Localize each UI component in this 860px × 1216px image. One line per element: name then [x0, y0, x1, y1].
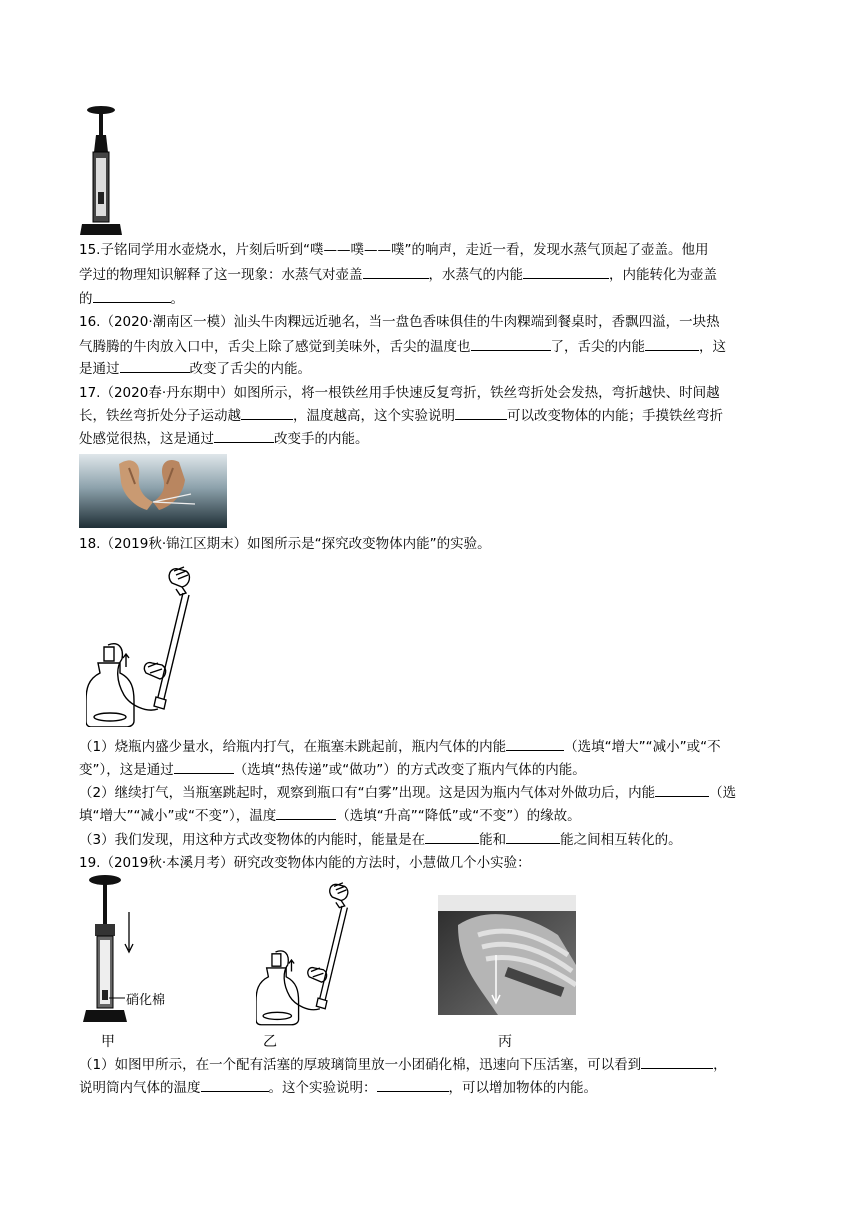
q18-part2-line-2: 填“增大”“减小”或“不变”），温度 （选填“升高”“降低”或“不变”）的缘故。	[79, 805, 581, 827]
q19-line-1: 19.（2019秋·本溪月考）研究改变物体内能的方法时，小慧做几个小实验：	[79, 855, 531, 871]
q18-part3-line-1: （3）我们发现，用这种方式改变物体的内能时，能量是在 能和 能之间相互转化的。	[79, 829, 682, 851]
q19-part1-line-2: 说明筒内气体的温度 。这个实验说明： ，可以增加物体的内能。	[79, 1077, 597, 1099]
q19-part1-line-1: （1）如图甲所示，在一个配有活塞的厚玻璃筒里放一小团硝化棉，迅速向下压活塞，可以看到 ，	[79, 1054, 727, 1076]
q18-part1-line-1: （1）烧瓶内盛少量水，给瓶内打气，在瓶塞未跳起前，瓶内气体的内能 （选填“增大”“减小”或“不	[79, 736, 721, 758]
pump-flask-figure	[86, 563, 210, 727]
q18-line-1: 18.（2019秋·锦江区期末）如图所示是“探究改变物体内能”的实验。	[79, 536, 491, 552]
q18-part1-line-2: 变”），这是通过 （选填“热传递”或“做功”）的方式改变了瓶内气体的内能。	[79, 759, 586, 781]
figure-bing-photo	[438, 895, 576, 1015]
label-cotton: 硝化棉	[126, 993, 166, 1008]
q16-line-3: 是通过 改变了舌尖的内能。	[79, 358, 311, 380]
fire-syringe-figure	[78, 104, 124, 238]
caption-bing: 丙	[498, 1034, 512, 1050]
q15-line-1: 15.子铭同学用水壶烧水，片刻后听到“噗——噗——噗”的响声，走近一看，发现水蒸气顶起了壶盖。他用	[79, 242, 709, 258]
q17-line-3: 处感觉很热，这是通过 改变手的内能。	[79, 428, 369, 450]
wire-bending-photo	[79, 454, 227, 528]
q17-line-1: 17.（2020春·丹东期中）如图所示，将一根铁丝用手快速反复弯折，铁丝弯折处会发热，弯折越快、时间越	[79, 385, 720, 401]
q17-line-2: 长，铁丝弯折处分子运动越 ，温度越高，这个实验说明 可以改变物体的内能；手摸铁丝弯折	[79, 405, 723, 427]
q18-part2-line-1: （2）继续打气，当瓶塞跳起时，观察到瓶口有“白雾”出现。这是因为瓶内气体对外做功后，内能 （选	[79, 782, 736, 804]
q15-line-2: 学过的物理知识解释了这一现象：水蒸气对壶盖 ，水蒸气的内能 ，内能转化为壶盖	[79, 264, 717, 286]
caption-yi: 乙	[263, 1034, 277, 1050]
caption-jia: 甲	[101, 1034, 115, 1050]
figure-yi-pump-flask	[256, 878, 366, 1026]
q16-line-2: 气腾腾的牛肉放入口中，舌尖上除了感觉到美味外，舌尖的温度也 了，舌尖的内能 ，这	[79, 336, 726, 358]
q16-line-1: 16.（2020·潮南区一模）汕头牛肉粿远近驰名，当一盘色香味俱佳的牛肉粿端到餐桌时，香飘四溢，一块热	[79, 314, 720, 330]
q15-line-3: 的 。	[79, 288, 184, 310]
